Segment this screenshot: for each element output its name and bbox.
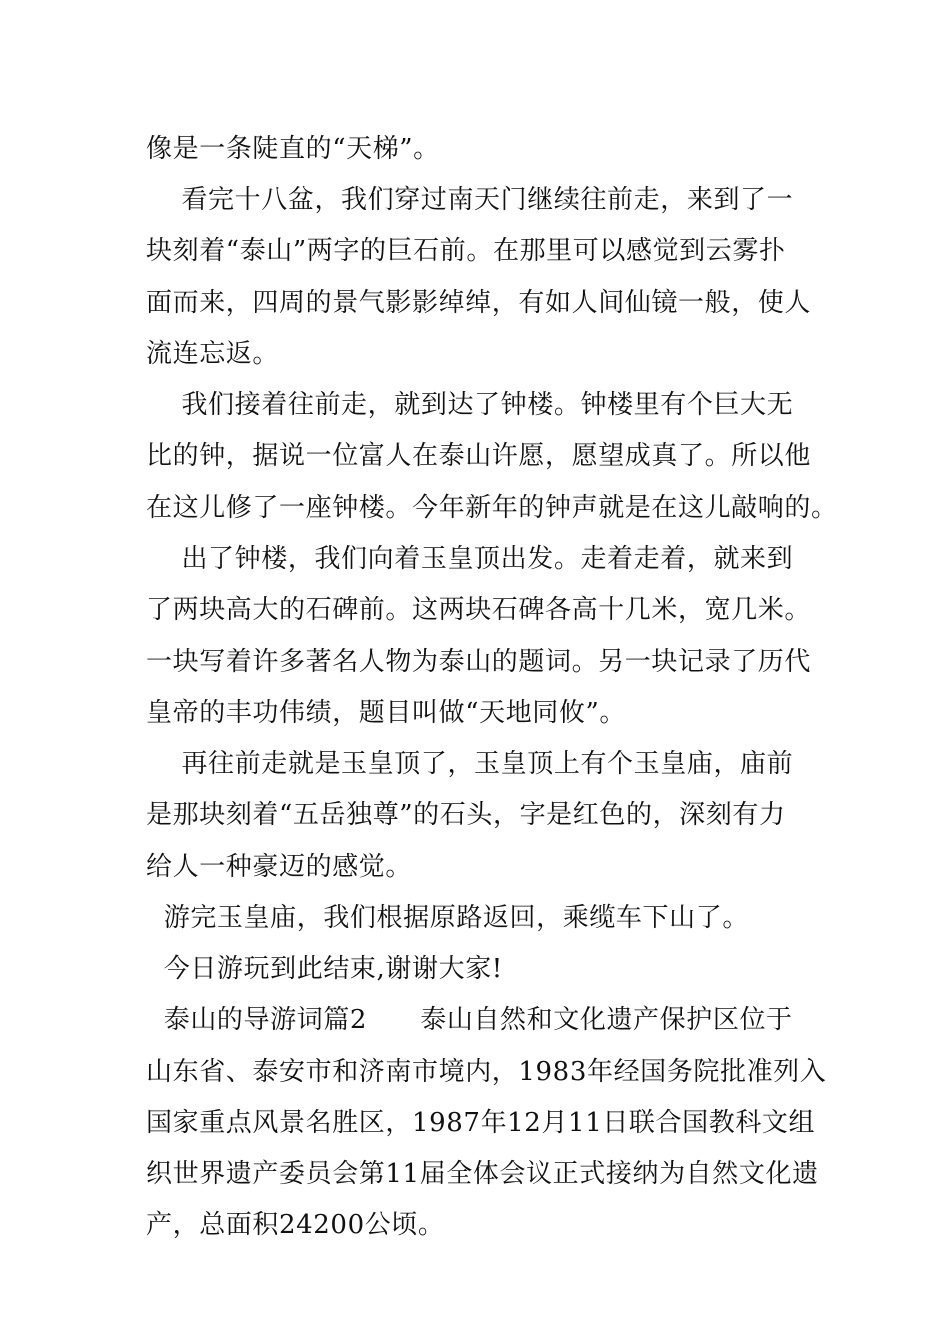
text-line: 了两块高大的石碑前。这两块石碑各高十几米，宽几米。: [146, 595, 812, 625]
text-line: 比的钟，据说一位富人在泰山许愿，愿望成真了。所以他: [146, 441, 812, 471]
text-line: 今日游玩到此结束,谢谢大家!: [146, 954, 503, 984]
text-line: 织世界遗产委员会第11届全体会议正式接纳为自然文化遗: [146, 1159, 819, 1189]
text-line: 一块写着许多著名人物为泰山的题词。另一块记录了历代: [146, 647, 812, 677]
text-line: 面而来，四周的景气影影绰绰，有如人间仙镜一般，使人: [146, 288, 812, 318]
text-line: 皇帝的丰功伟绩，题目叫做“天地同攸”。: [146, 698, 626, 728]
text-line: 看完十八盆，我们穿过南天门继续往前走，来到了一: [146, 185, 794, 215]
text-line: 像是一条陡直的“天梯”。: [146, 134, 440, 164]
text-line: 给人一种豪迈的感觉。: [146, 852, 413, 882]
text-line: 再往前走就是玉皇顶了，玉皇顶上有个玉皇庙，庙前: [146, 749, 794, 779]
text-line: 产，总面积24200公顷。: [146, 1210, 445, 1240]
text-line: 国家重点风景名胜区，1987年12月11日联合国教科文组: [146, 1108, 816, 1138]
text-line: 游完玉皇庙，我们根据原路返回，乘缆车下山了。: [146, 903, 749, 933]
text-line: 泰山的导游词篇2 泰山自然和文化遗产保护区位于: [146, 1005, 793, 1035]
text-line: 块刻着“泰山”两字的巨石前。在那里可以感觉到云雾扑: [146, 236, 786, 266]
text-line: 在这儿修了一座钟楼。今年新年的钟声就是在这儿敲响的。: [146, 493, 838, 523]
text-line: 出了钟楼，我们向着玉皇顶出发。走着走着，就来到: [146, 544, 794, 574]
text-line: 流连忘返。: [146, 339, 280, 369]
text-line: 我们接着往前走，就到达了钟楼。钟楼里有个巨大无: [146, 390, 794, 420]
text-line: 山东省、泰安市和济南市境内，1983年经国务院批准列入: [146, 1057, 827, 1087]
text-line: 是那块刻着“五岳独尊”的石头，字是红色的，深刻有力: [146, 800, 786, 830]
